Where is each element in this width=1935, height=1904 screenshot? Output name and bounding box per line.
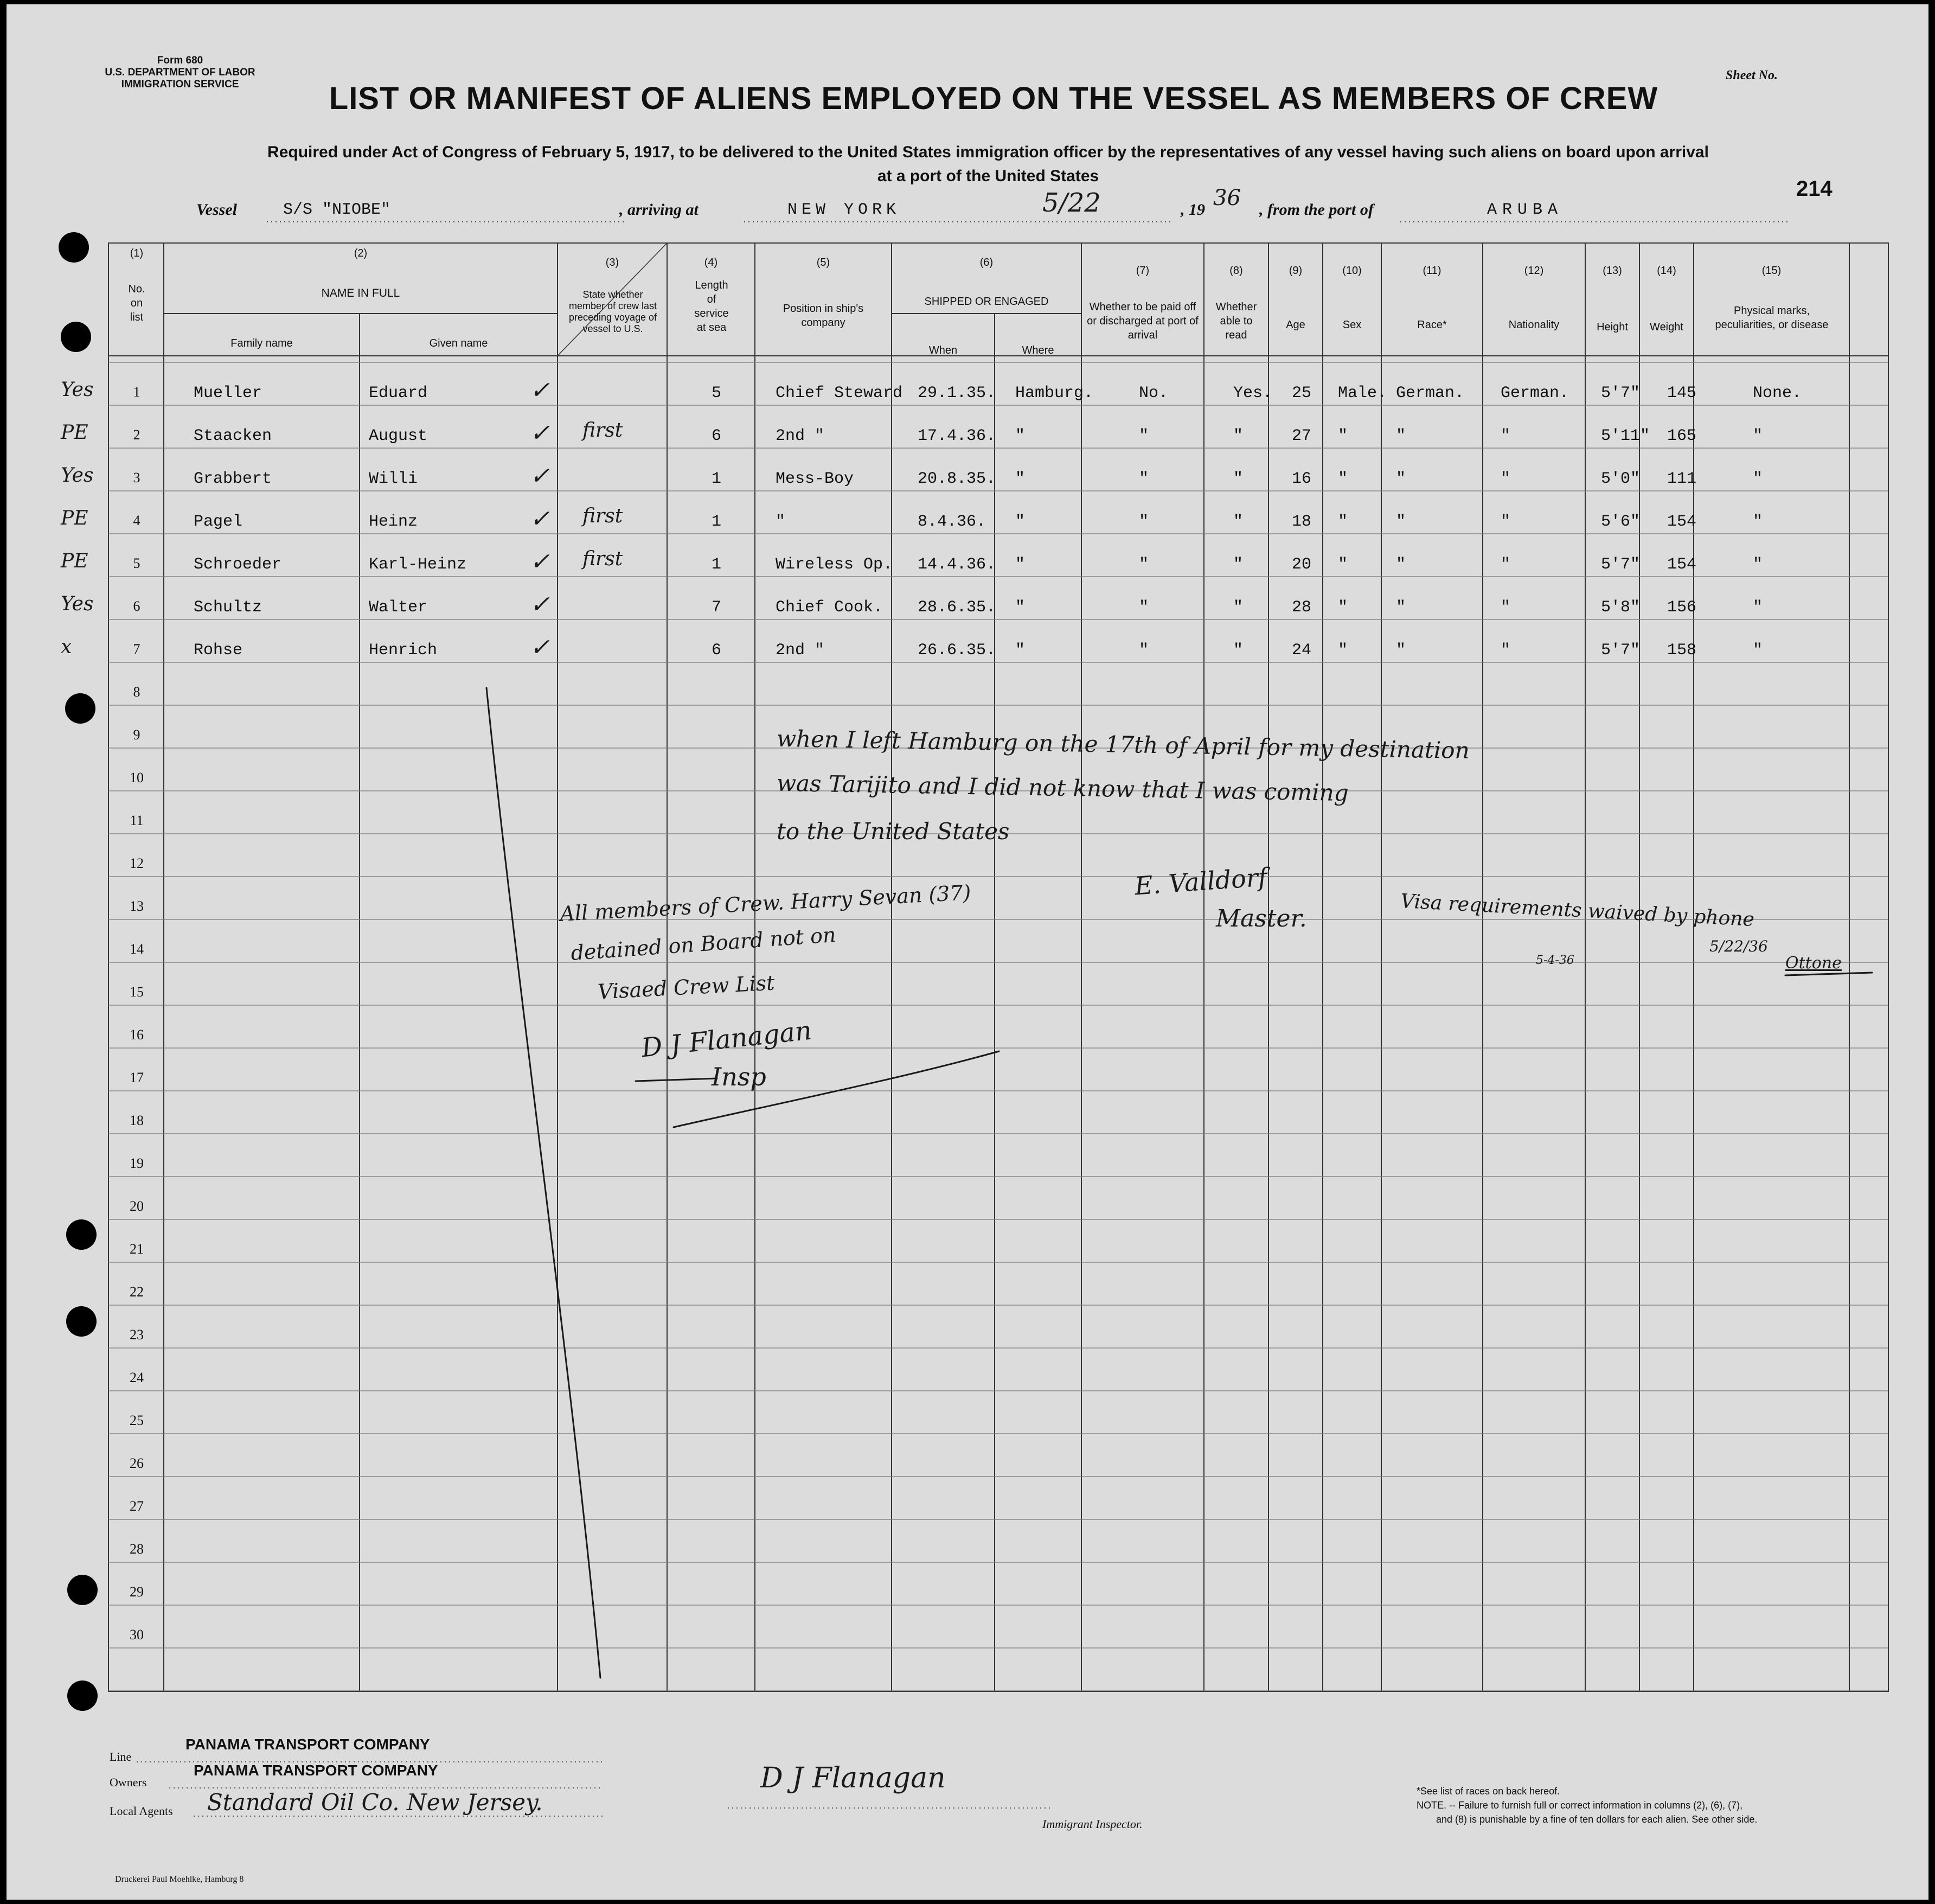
cell-when: 29.1.35.	[918, 384, 996, 402]
line-number: 20	[130, 1198, 144, 1214]
master-title: Master.	[1216, 905, 1307, 932]
inspector-title: Insp	[712, 1062, 766, 1091]
cell-nationality: "	[1501, 470, 1511, 488]
cell-service: 6	[712, 641, 722, 660]
master-signature: E. Valldorf	[1133, 862, 1268, 901]
cell-height: 5'7"	[1601, 555, 1641, 574]
cell-marks: "	[1753, 555, 1763, 574]
line-number: 4	[133, 513, 140, 528]
cell-height: 5'8"	[1601, 598, 1641, 617]
visa-waiver-initials: Ottone	[1785, 954, 1842, 973]
col-head-when: When	[928, 344, 958, 356]
cell-position: Wireless Op.	[776, 555, 893, 574]
col-num-12: (12)	[1524, 265, 1544, 277]
margin-mark: Yes	[61, 464, 94, 487]
line-number: 25	[130, 1413, 144, 1428]
cell-read: "	[1233, 470, 1244, 488]
cell-marks: None.	[1753, 384, 1802, 402]
cell-service: 5	[712, 384, 722, 402]
line-number: 7	[133, 641, 140, 657]
col-num-6: (6)	[979, 257, 994, 269]
cell-note: first	[582, 548, 623, 570]
cell-weight: 156	[1667, 598, 1697, 617]
cell-where: "	[1015, 598, 1026, 617]
cell-given: August	[369, 427, 428, 445]
margin-mark: x	[61, 636, 72, 658]
visa-waiver-date: 5/22/36	[1709, 937, 1768, 955]
line-number: 19	[130, 1155, 144, 1171]
cell-position: "	[776, 513, 786, 531]
cell-given: Willi	[369, 470, 418, 488]
handwritten-statement-1: when I left Hamburg on the 17th of April for my destination	[776, 725, 1470, 764]
cell-position: 2nd "	[776, 641, 825, 660]
cell-nationality: German.	[1501, 384, 1569, 402]
cell-note: first	[582, 505, 623, 527]
cell-sex: "	[1338, 641, 1348, 660]
cell-where: "	[1015, 555, 1026, 574]
margin-mark: PE	[61, 421, 88, 444]
crew-note-line-1: All members of Crew. Harry Sevan (37)	[559, 880, 972, 926]
cell-weight: 111	[1667, 470, 1697, 488]
col-head-given-name: Given name	[429, 337, 488, 349]
col-head-weight: Weight	[1650, 321, 1683, 333]
cell-nationality: "	[1501, 555, 1511, 574]
inspector-signature: D J Flanagan	[639, 1015, 813, 1064]
col-head-height: Height	[1597, 321, 1628, 333]
cell-marks: "	[1753, 513, 1763, 531]
cell-position: Chief Cook.	[776, 598, 883, 617]
cell-nationality: "	[1501, 427, 1511, 445]
cell-check: ✓	[530, 505, 550, 533]
cell-given: Walter	[369, 598, 428, 617]
cell-given: Heinz	[369, 513, 418, 531]
line-number: 26	[130, 1455, 144, 1471]
cell-where: Hamburg.	[1015, 384, 1094, 402]
cell-age: 25	[1292, 384, 1312, 402]
vessel-name: S/S "NIOBE"	[283, 201, 391, 219]
line-number: 16	[130, 1027, 144, 1043]
col-num-11: (11)	[1423, 265, 1441, 277]
cell-weight: 154	[1667, 513, 1697, 531]
handwritten-statement-2: was Tarijito and I did not know that I was coming	[776, 769, 1349, 807]
cell-race: German.	[1396, 384, 1465, 402]
line-number: 3	[133, 470, 140, 485]
cell-family: Staacken	[194, 427, 272, 445]
line-number: 5	[133, 555, 140, 571]
cell-sex: "	[1338, 427, 1348, 445]
footer-rules	[7, 4, 1928, 1900]
department-name: U.S. DEPARTMENT OF LABOR	[105, 67, 255, 78]
cell-service: 1	[712, 513, 722, 531]
cell-marks: "	[1753, 641, 1763, 660]
col-head-length-of-service: Length of service at sea	[694, 279, 729, 334]
col-num-1: (1)	[130, 247, 144, 259]
col-num-10: (10)	[1342, 265, 1362, 277]
cell-position: Chief Steward	[776, 384, 903, 402]
cell-height: 5'0"	[1601, 470, 1641, 488]
cell-race: "	[1396, 641, 1406, 660]
cell-family: Mueller	[194, 384, 262, 402]
col-head-name-in-full: NAME IN FULL	[321, 287, 400, 299]
cell-given: Henrich	[369, 641, 438, 660]
service-name: IMMIGRATION SERVICE	[121, 79, 239, 90]
crew-note-line-2: detained on Board not on	[570, 922, 837, 966]
footer-line-label: Line	[110, 1750, 132, 1764]
cell-check: ✓	[530, 548, 550, 576]
col-head-no-on-list: No. on list	[128, 283, 145, 323]
col-num-9: (9)	[1289, 265, 1303, 277]
line-number: 30	[130, 1627, 144, 1643]
cell-read: "	[1233, 641, 1244, 660]
cell-family: Pagel	[194, 513, 243, 531]
crew-note-line-3: Visaed Crew List	[597, 970, 776, 1004]
col-head-physical-marks: Physical marks, peculiarities, or disease	[1715, 305, 1829, 331]
col-head-nationality: Nationality	[1508, 319, 1560, 331]
footer-penalty-note-1: NOTE. -- Failure to furnish full or correct information in columns (2), (6), (7),	[1417, 1800, 1743, 1811]
col-num-15: (15)	[1761, 265, 1782, 277]
cell-paid: "	[1139, 555, 1149, 574]
cell-marks: "	[1753, 598, 1763, 617]
cell-where: "	[1015, 470, 1026, 488]
margin-mark: Yes	[61, 593, 94, 615]
cell-paid: "	[1139, 513, 1149, 531]
cell-position: 2nd "	[776, 427, 825, 445]
arrival-port: NEW YORK	[787, 201, 901, 219]
cell-paid: No.	[1139, 384, 1169, 402]
arrival-date: 5/22	[1042, 188, 1101, 218]
arriving-label: , arriving at	[619, 201, 699, 219]
cell-given: Karl-Heinz	[369, 555, 467, 574]
col-num-7: (7)	[1136, 265, 1150, 277]
form-number: Form 680	[157, 55, 203, 66]
cell-nationality: "	[1501, 598, 1511, 617]
cell-paid: "	[1139, 598, 1149, 617]
visa-waiver-note: Visa requirements waived by phone	[1400, 890, 1755, 931]
col-head-sex: Sex	[1342, 319, 1362, 331]
cell-nationality: "	[1501, 641, 1511, 660]
from-port-label: , from the port of	[1259, 201, 1374, 219]
cell-marks: "	[1753, 470, 1763, 488]
cell-age: 28	[1292, 598, 1312, 617]
line-number: 29	[130, 1584, 144, 1600]
cell-weight: 165	[1667, 427, 1697, 445]
cell-sex: Male.	[1338, 384, 1387, 402]
cell-note: first	[582, 419, 623, 442]
cell-sex: "	[1338, 470, 1348, 488]
cell-age: 27	[1292, 427, 1312, 445]
col-head-shipped-or-engaged: SHIPPED OR ENGAGED	[924, 296, 1049, 308]
col-head-able-to-read: Whether able to read	[1215, 301, 1257, 341]
cell-family: Rohse	[194, 641, 243, 660]
cell-paid: "	[1139, 427, 1149, 445]
cell-when: 26.6.35.	[918, 641, 996, 660]
cell-race: "	[1396, 598, 1406, 617]
line-number: 11	[130, 813, 144, 828]
cell-when: 28.6.35.	[918, 598, 996, 617]
footer-penalty-note-2: and (8) is punishable by a fine of ten dollars for each alien. See other side.	[1436, 1814, 1758, 1825]
cell-height: 5'7"	[1601, 641, 1641, 660]
col-num-14: (14)	[1657, 265, 1676, 277]
cell-marks: "	[1753, 427, 1763, 445]
departure-port: ARUBA	[1487, 201, 1564, 219]
manifest-page	[7, 4, 1928, 1900]
line-number: 22	[130, 1284, 144, 1300]
col-num-4: (4)	[704, 257, 718, 269]
col-head-family-name: Family name	[230, 337, 293, 349]
cell-height: 5'7"	[1601, 384, 1641, 402]
line-number: 28	[130, 1541, 144, 1557]
cell-race: "	[1396, 555, 1406, 574]
cell-age: 18	[1292, 513, 1312, 531]
footer-agents-value: Standard Oil Co. New Jersey.	[207, 1789, 543, 1816]
cell-check: ✓	[530, 462, 550, 490]
margin-mark: PE	[61, 507, 88, 529]
sheet-no-label: Sheet No.	[1726, 68, 1778, 82]
cell-service: 1	[712, 555, 722, 574]
col-num-13: (13)	[1603, 265, 1622, 277]
cell-read: "	[1233, 513, 1244, 531]
subtitle-line-1: Required under Act of Congress of February 5, 1917, to be delivered to the United States immigration officer by the representatives of any vessel having such aliens on board upon arrival	[267, 143, 1709, 161]
line-number: 1	[133, 384, 140, 400]
col-num-8: (8)	[1229, 265, 1243, 277]
cell-service: 6	[712, 427, 722, 445]
col-head-paid-off: Whether to be paid off or discharged at port of arrival	[1087, 301, 1199, 341]
cell-position: Mess-Boy	[776, 470, 854, 488]
line-number: 2	[133, 427, 140, 443]
handwritten-statement-3: to the United States	[777, 818, 1010, 845]
cell-family: Schultz	[194, 598, 262, 617]
cell-given: Eduard	[369, 384, 428, 402]
cell-sex: "	[1338, 598, 1348, 617]
line-number: 13	[130, 898, 144, 914]
line-number: 27	[130, 1498, 144, 1514]
subtitle-line-2: at a port of the United States	[877, 167, 1099, 185]
line-number: 10	[130, 770, 144, 785]
cell-paid: "	[1139, 641, 1149, 660]
cell-age: 20	[1292, 555, 1312, 574]
footer-agents-label: Local Agents	[110, 1804, 173, 1818]
page-title: LIST OR MANIFEST OF ALIENS EMPLOYED ON THE VESSEL AS MEMBERS OF CREW	[329, 81, 1658, 116]
cell-weight: 145	[1667, 384, 1697, 402]
col-head-age: Age	[1286, 319, 1305, 331]
cell-where: "	[1015, 641, 1026, 660]
cell-race: "	[1396, 513, 1406, 531]
col-num-2: (2)	[354, 247, 368, 259]
footer-inspector-label: Immigrant Inspector.	[1042, 1817, 1143, 1831]
cell-paid: "	[1139, 470, 1149, 488]
margin-mark: PE	[61, 550, 88, 572]
page-number: 214	[1796, 177, 1833, 201]
col-num-3: (3)	[605, 257, 619, 269]
col-head-position: Position in ship's company	[783, 303, 864, 329]
cell-check: ✓	[530, 591, 550, 618]
footer-owners-value: PANAMA TRANSPORT COMPANY	[194, 1762, 438, 1779]
line-number: 8	[133, 684, 140, 700]
margin-mark: Yes	[61, 379, 94, 401]
col-head-where: Where	[1022, 344, 1054, 356]
cell-read: Yes.	[1233, 384, 1273, 402]
cell-where: "	[1015, 427, 1026, 445]
line-number: 6	[133, 598, 140, 614]
cell-check: ✓	[530, 419, 550, 447]
line-number: 18	[130, 1113, 144, 1128]
col-head-race: Race*	[1417, 319, 1447, 331]
cell-service: 1	[712, 470, 722, 488]
line-number: 23	[130, 1327, 144, 1343]
cell-when: 14.4.36.	[918, 555, 996, 574]
cell-sex: "	[1338, 555, 1348, 574]
footer-inspector-signature: D J Flanagan	[760, 1762, 946, 1794]
cell-when: 17.4.36.	[918, 427, 996, 445]
cell-family: Grabbert	[194, 470, 272, 488]
line-number: 12	[130, 855, 144, 871]
year-handwritten: 36	[1213, 186, 1241, 210]
cell-age: 24	[1292, 641, 1312, 660]
cell-when: 8.4.36.	[918, 513, 986, 531]
cell-check: ✓	[530, 376, 550, 404]
cell-nationality: "	[1501, 513, 1511, 531]
cell-read: "	[1233, 598, 1244, 617]
cell-weight: 158	[1667, 641, 1697, 660]
printer-imprint: Druckerei Paul Moehlke, Hamburg 8	[115, 1875, 244, 1884]
year-prefix: , 19	[1181, 201, 1205, 219]
cell-read: "	[1233, 427, 1244, 445]
footer-races-note: *See list of races on back hereof.	[1417, 1786, 1560, 1797]
cell-height: 5'6"	[1601, 513, 1641, 531]
cell-service: 7	[712, 598, 722, 617]
cell-sex: "	[1338, 513, 1348, 531]
col-head-member-of-crew: State whether member of crew last preceding voyage of vessel to U.S.	[568, 289, 657, 334]
cell-age: 16	[1292, 470, 1312, 488]
cell-weight: 154	[1667, 555, 1697, 574]
col-num-5: (5)	[816, 257, 830, 269]
cell-where: "	[1015, 513, 1026, 531]
line-number: 24	[130, 1370, 144, 1385]
cell-race: "	[1396, 470, 1406, 488]
cell-read: "	[1233, 555, 1244, 574]
footer-line-value: PANAMA TRANSPORT COMPANY	[185, 1736, 430, 1753]
vessel-label: Vessel	[196, 201, 237, 219]
cell-when: 20.8.35.	[918, 470, 996, 488]
line-number: 15	[130, 984, 144, 1000]
visa-waiver-code: 5-4-36	[1536, 954, 1574, 967]
footer-owners-label: Owners	[110, 1775, 147, 1789]
line-number: 14	[130, 941, 144, 957]
line-number: 17	[130, 1070, 144, 1085]
cell-family: Schroeder	[194, 555, 282, 574]
line-number: 21	[130, 1241, 144, 1257]
cell-check: ✓	[530, 634, 550, 661]
line-number: 9	[133, 727, 140, 743]
cell-race: "	[1396, 427, 1406, 445]
cell-height: 5'11"	[1601, 427, 1650, 445]
